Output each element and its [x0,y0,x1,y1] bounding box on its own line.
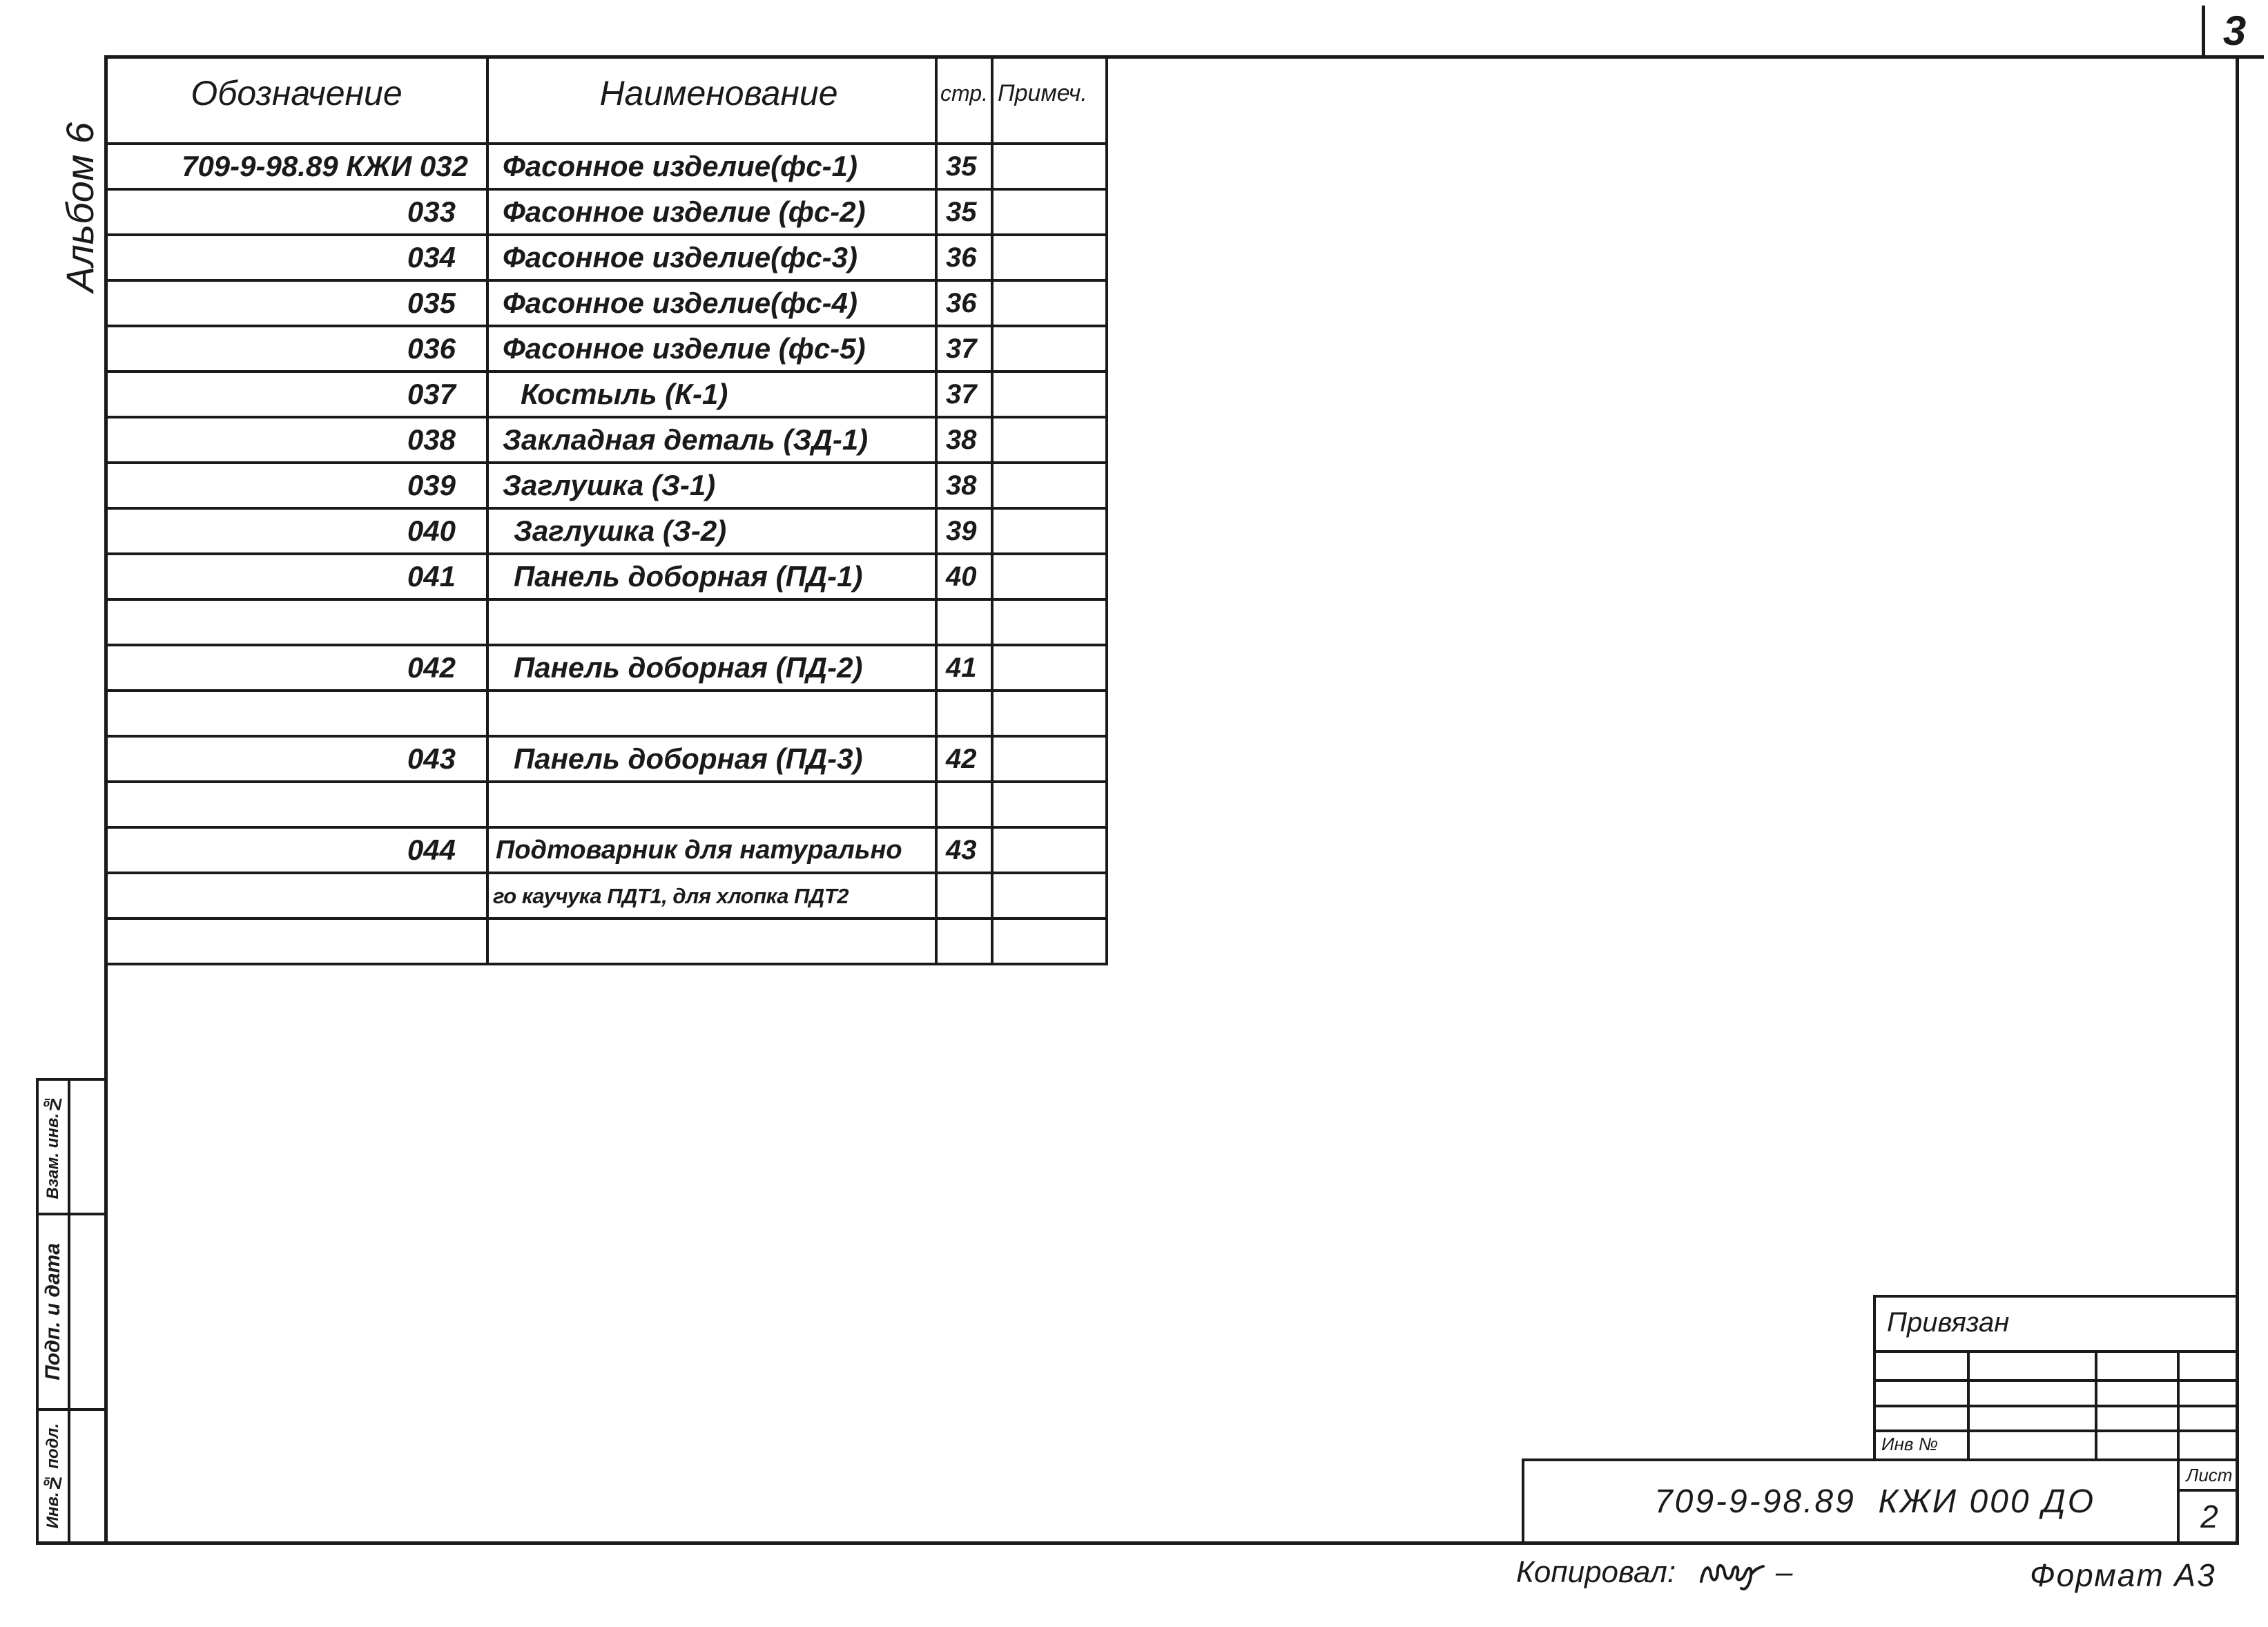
table-row [107,418,1108,464]
page-cell: 38 [938,418,994,461]
page-cell: 38 [938,464,994,507]
table-row [107,874,1108,920]
page-cell: 37 [938,373,994,416]
page-cell [938,692,994,735]
album-label: Альбом 6 [57,122,101,293]
original-inv-field [70,1411,104,1541]
note-cell [994,829,1108,872]
grid-line [1876,1429,2239,1432]
name-cell: Фасонное изделие(фс-3) [489,236,938,279]
page-cell [938,601,994,644]
copied-by-label: Копировал: [1516,1555,1676,1589]
table-row [107,783,1108,829]
name-cell: Костыль (К-1) [489,373,938,416]
replacement-inv-label-cell [39,1081,70,1213]
designation-cell: 044 [107,829,489,872]
sheet-number: 3 [2222,7,2247,54]
note-cell [994,920,1108,963]
sheet-label: Лист [2180,1461,2239,1492]
binding-title: Привязан [1887,1307,2010,1338]
table-row [107,145,1108,191]
name-cell [489,920,938,963]
designation-cell: 035 [107,282,489,325]
original-inv-label: Инв.№ подл. [43,1423,62,1529]
grid-line [2095,1351,2097,1458]
signature-date-label: Подп. и дата [41,1243,64,1380]
table-row [107,555,1108,601]
table-row [107,646,1108,692]
note-cell [994,145,1108,188]
header-page: стр. [938,55,994,142]
grid-line [1876,1379,2239,1382]
header-note: Примеч. [994,55,1108,142]
designation-cell [107,920,489,963]
sheet-number-box [2202,6,2264,59]
page-cell: 36 [938,236,994,279]
designation-cell: 037 [107,373,489,416]
original-inv-row [39,1411,104,1541]
designation-cell [107,692,489,735]
note-cell [994,874,1108,917]
document-code: 709-9-98.89 КЖИ 000 ДО [1654,1483,2096,1520]
page-cell: 35 [938,191,994,233]
grid-line [1967,1351,1970,1458]
name-cell: Заглушка (З-2) [489,510,938,552]
replacement-inv-field [70,1081,104,1213]
designation-cell: 039 [107,464,489,507]
name-cell [489,783,938,826]
name-cell: Фасонное изделие (фс-2) [489,191,938,233]
header-name: Наименование [489,55,938,142]
copier-signature [1697,1554,1766,1592]
original-inv-label-cell [39,1411,70,1541]
page-cell [938,920,994,963]
table-row [107,601,1108,646]
designation-cell [107,874,489,917]
page-cell: 36 [938,282,994,325]
note-cell [994,464,1108,507]
page-cell: 43 [938,829,994,872]
binding-block [1873,1295,2239,1458]
note-cell [994,555,1108,598]
table-header-row [107,55,1108,145]
header-designation: Обозначение [107,55,489,142]
table-row [107,692,1108,738]
name-cell: го каучука ПДТ1, для хлопка ПДТ2 [489,874,938,917]
signature-date-row [39,1215,104,1411]
signature-date-field [70,1215,104,1408]
name-cell: Закладная деталь (ЗД-1) [489,418,938,461]
page-cell: 39 [938,510,994,552]
table-row [107,373,1108,418]
note-cell [994,282,1108,325]
name-cell: Фасонное изделие (фс-5) [489,327,938,370]
note-cell [994,236,1108,279]
note-cell [994,327,1108,370]
designation-cell: 709-9-98.89 КЖИ 032 [107,145,489,188]
name-cell: Панель доборная (ПД-2) [489,646,938,689]
name-cell: Фасонное изделие(фс-1) [489,145,938,188]
grid-line [1876,1350,2239,1353]
grid-line [1876,1405,2239,1407]
signature-date-label-cell [39,1215,70,1408]
copied-by-dash: – [1776,1555,1793,1589]
designation-cell: 038 [107,418,489,461]
sheet-value: 2 [2200,1499,2218,1534]
note-cell [994,738,1108,780]
name-cell [489,692,938,735]
table-row [107,829,1108,874]
contents-table [104,55,1108,965]
name-cell: Панель доборная (ПД-3) [489,738,938,780]
grid-line [2177,1351,2180,1458]
page-cell: 41 [938,646,994,689]
designation-cell [107,601,489,644]
name-cell: Фасонное изделие(фс-4) [489,282,938,325]
table-row [107,464,1108,510]
name-cell: Заглушка (З-1) [489,464,938,507]
replacement-inv-label: Взам. инв.№ [43,1094,62,1200]
page-cell: 37 [938,327,994,370]
name-cell: Подтоварник для натурально [489,829,938,872]
note-cell [994,191,1108,233]
name-cell [489,601,938,644]
table-row [107,327,1108,373]
note-cell [994,783,1108,826]
page-cell: 42 [938,738,994,780]
note-cell [994,692,1108,735]
page-cell: 35 [938,145,994,188]
note-cell [994,510,1108,552]
page-cell [938,783,994,826]
name-cell: Панель доборная (ПД-1) [489,555,938,598]
format-label: Формат А3 [2030,1557,2216,1593]
page-cell [938,874,994,917]
note-cell [994,418,1108,461]
designation-cell: 040 [107,510,489,552]
album-label-box [57,104,102,311]
table-row [107,510,1108,555]
replacement-inv-row [39,1081,104,1215]
page-cell: 40 [938,555,994,598]
table-row [107,920,1108,965]
note-cell [994,373,1108,416]
table-row [107,236,1108,282]
table-row [107,191,1108,236]
title-block [1522,1458,2239,1545]
designation-cell [107,783,489,826]
table-row [107,738,1108,783]
designation-cell: 041 [107,555,489,598]
designation-cell: 034 [107,236,489,279]
note-cell [994,646,1108,689]
binding-inv-label: Инв № [1881,1434,1938,1454]
note-cell [994,601,1108,644]
designation-cell: 036 [107,327,489,370]
designation-cell: 043 [107,738,489,780]
designation-cell: 042 [107,646,489,689]
designation-cell: 033 [107,191,489,233]
table-row [107,282,1108,327]
approval-strip [36,1078,104,1545]
